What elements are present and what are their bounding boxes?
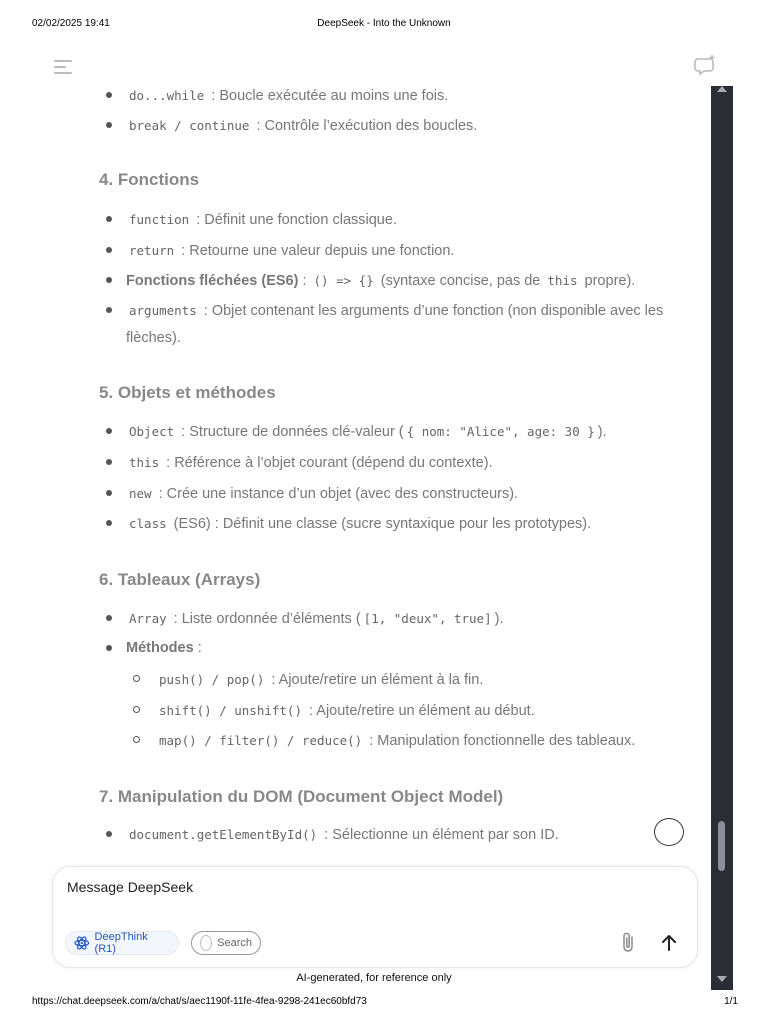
code-inline: [1, "deux", true]	[363, 611, 492, 626]
bold-term: Méthodes	[126, 640, 194, 656]
item-text: : Sélectionne un élément par son ID.	[320, 827, 559, 843]
scrollbar[interactable]	[711, 86, 733, 990]
atom-icon	[74, 935, 90, 951]
code-inline: return	[129, 243, 175, 258]
bullet	[106, 122, 112, 128]
item-text: : Boucle exécutée au moins une fois.	[207, 88, 449, 104]
code-inline: class	[129, 516, 167, 531]
code-inline: { nom: "Alice", age: 30 }	[406, 424, 595, 439]
new-chat-icon[interactable]	[694, 54, 718, 78]
circle-bullet	[133, 675, 140, 682]
bullet	[106, 490, 112, 496]
section-heading: 6. Tableaux (Arrays)	[99, 570, 261, 589]
item-text: : Retourne une valeur depuis une fonction.	[177, 243, 455, 259]
attach-icon[interactable]	[619, 931, 639, 955]
code-inline: new	[129, 486, 152, 501]
list-item	[126, 418, 686, 446]
search-label: Search	[217, 937, 252, 949]
code-inline: this	[547, 273, 578, 288]
item-text: (ES6) : Définit une classe (sucre syntaxique pour les prototypes).	[169, 516, 592, 532]
code-inline: do...while	[129, 88, 205, 103]
code-inline: arguments	[129, 303, 197, 318]
bullet	[106, 216, 112, 222]
print-title: DeepSeek - Into the Unknown	[317, 18, 451, 29]
scrollbar-thumb[interactable]	[718, 821, 725, 871]
disclaimer: AI-generated, for reference only	[296, 972, 452, 984]
bullet	[106, 247, 112, 253]
list-item	[126, 635, 686, 662]
item-text: : Objet contenant les arguments d’une fonction (non disponible avec les flèches).	[126, 303, 664, 346]
message-composer[interactable]	[52, 866, 698, 968]
list-item	[126, 480, 686, 508]
item-text: ).	[494, 611, 504, 627]
menu-icon[interactable]	[54, 56, 74, 76]
bullet	[106, 307, 112, 313]
list-item	[126, 237, 686, 265]
item-text: ).	[597, 424, 607, 440]
item-text: : Liste ordonnée d’éléments (	[169, 611, 361, 627]
item-text: propre).	[580, 273, 636, 289]
bullet	[106, 277, 112, 283]
code-inline: this	[129, 455, 160, 470]
code-inline: function	[129, 212, 190, 227]
send-arrow-icon[interactable]	[657, 931, 681, 955]
item-text: :	[193, 640, 202, 656]
list-item	[126, 206, 686, 234]
bold-term: Fonctions fléchées (ES6)	[126, 273, 299, 289]
item-text: : Manipulation fonctionnelle des tableaux.	[365, 733, 636, 749]
circle-bullet	[133, 706, 140, 713]
bullet	[106, 520, 112, 526]
list-item	[126, 449, 686, 477]
list-item	[126, 821, 686, 849]
deepthink-toggle[interactable]	[65, 931, 179, 955]
chat-topbar	[48, 52, 728, 82]
scroll-to-bottom-button[interactable]	[654, 818, 684, 846]
item-text: : Référence à l’objet courant (dépend du contexte).	[162, 455, 493, 471]
item-text: : Ajoute/retire un élément à la fin.	[267, 672, 484, 688]
search-toggle[interactable]	[191, 931, 261, 955]
print-date: 02/02/2025 19:41	[32, 18, 110, 29]
item-text: : Structure de données clé-valeur (	[177, 424, 404, 440]
item-text: : Crée une instance d’un objet (avec des constructeurs).	[154, 486, 519, 502]
code-inline: shift() / unshift()	[159, 703, 302, 718]
bullet	[106, 831, 112, 837]
code-inline: push() / pop()	[159, 672, 265, 687]
item-text: : Contrôle l’exécution des boucles.	[252, 118, 478, 134]
print-header	[0, 0, 768, 40]
code-inline: document.getElementById()	[129, 827, 318, 842]
list-item	[126, 510, 686, 538]
deepthink-label: DeepThink (R1)	[94, 931, 148, 955]
sub-list-item	[156, 697, 686, 725]
print-url: https://chat.deepseek.com/a/chat/s/aec1190f-11fe-4fea-9298-241ec60bfd73	[32, 996, 367, 1007]
sub-list-item	[156, 666, 686, 694]
print-page-number: 1/1	[724, 996, 738, 1007]
bullet	[106, 615, 112, 621]
section-heading: 4. Fonctions	[99, 170, 200, 189]
item-text: :	[298, 273, 311, 289]
bullet	[106, 459, 112, 465]
sub-list-item	[156, 727, 686, 755]
section-heading: 5. Objets et méthodes	[99, 383, 276, 402]
bullet	[106, 428, 112, 434]
item-text: : Ajoute/retire un élément au début.	[305, 703, 535, 719]
list-item	[126, 112, 686, 140]
item-text: : Définit une fonction classique.	[192, 212, 397, 228]
list-item	[126, 605, 686, 633]
item-text: (syntaxe concise, pas de	[376, 273, 545, 289]
list-item	[126, 267, 686, 295]
list-item	[126, 82, 686, 110]
bullet	[106, 645, 112, 651]
section-heading: 7. Manipulation du DOM (Document Object Model)	[99, 787, 504, 806]
globe-icon	[200, 935, 212, 951]
bullet	[106, 92, 112, 98]
message-input[interactable]: Message DeepSeek	[67, 879, 194, 895]
circle-bullet	[133, 736, 140, 743]
code-inline: Object	[129, 424, 175, 439]
code-inline: Array	[129, 611, 167, 626]
code-inline: map() / filter() / reduce()	[159, 733, 363, 748]
code-inline: break / continue	[129, 118, 250, 133]
list-item	[126, 297, 686, 352]
code-inline: () => {}	[313, 273, 374, 288]
scroll-up-arrow-icon[interactable]	[717, 86, 727, 92]
